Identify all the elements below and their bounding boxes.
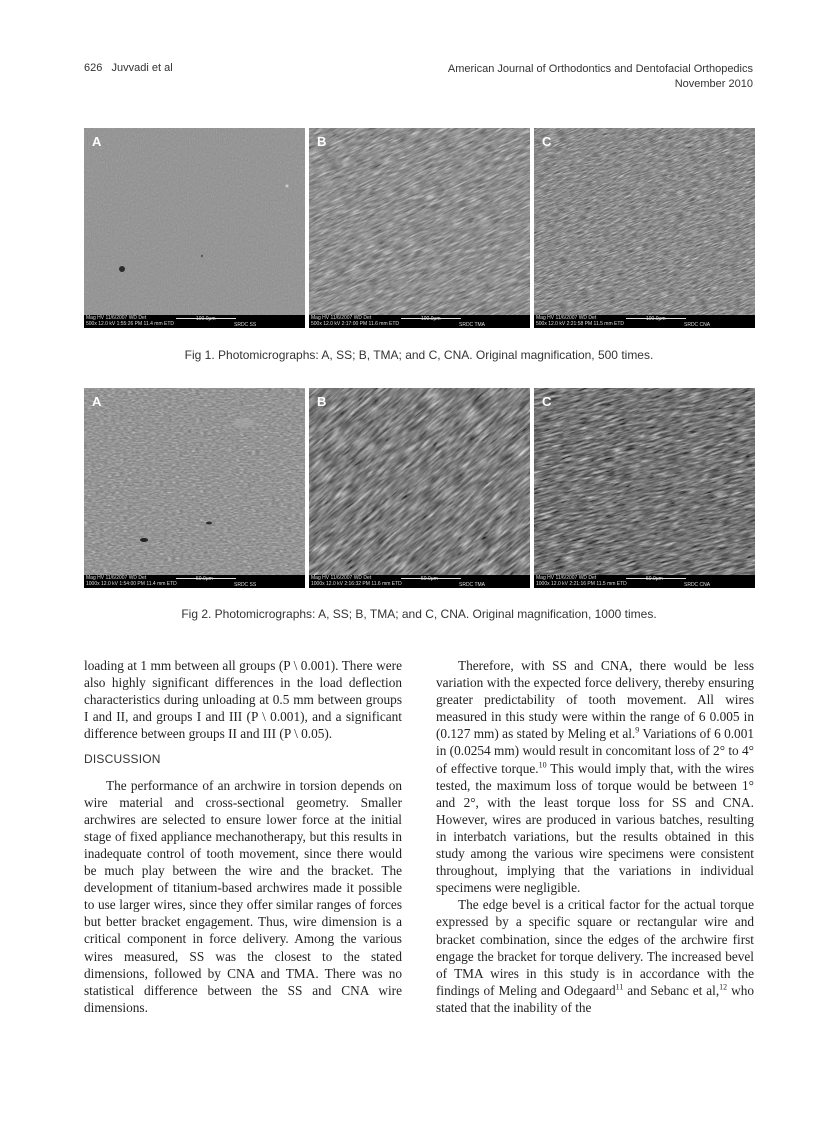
reference-10[interactable]: 10 bbox=[538, 760, 547, 770]
scale-label: 100.0μm bbox=[421, 316, 441, 322]
paragraph-text: The edge bevel is a critical factor for the actual torque expressed by a specific square or rectangular wire and bracket combination, since the edges of the archwire first engage the bracket for torque delivery. The increased bevel of TMA wires in this study is in accordance with the findings of Meling and Odegaard bbox=[436, 897, 754, 998]
micrograph-image bbox=[84, 128, 305, 315]
results-paragraph: loading at 1 mm between all groups (P \ 0.001). There were also highly significant differences in the load deflection characteristics during unloading at 0.5 mm between groups I and II, and groups I and III (P \ 0.001), and a significant difference between groups II and III (P \ 0.05). bbox=[84, 658, 402, 742]
sem-databar bbox=[309, 315, 530, 328]
figure-1-caption: Fig 1. Photomicrographs: A, SS; B, TMA; and C, CNA. Original magnification, 500 times. bbox=[184, 348, 654, 362]
reference-12[interactable]: 12 bbox=[719, 982, 728, 992]
sem-databar bbox=[534, 575, 755, 588]
micrograph-image bbox=[309, 388, 530, 575]
sample-label: SRDC TMA bbox=[459, 322, 486, 328]
sample-label: SRDC CNA bbox=[684, 582, 711, 588]
section-heading: DISCUSSION bbox=[84, 752, 161, 767]
figure-1-panel-a bbox=[84, 128, 305, 328]
sem-info-values: 1000x 12.0 kV 2:16:32 PM 11.6 mm ETD bbox=[311, 581, 402, 587]
sem-info: Mag HV 11/6/2007 WD Det bbox=[86, 575, 147, 581]
sem-info: Mag HV 11/6/2007 WD Det bbox=[311, 575, 372, 581]
sem-info: Mag HV 11/6/2007 WD Det bbox=[311, 315, 372, 321]
micrograph-image bbox=[84, 388, 305, 575]
sem-info-values: 500x 12.0 kV 2:17:00 PM 11.6 mm ETD bbox=[311, 321, 400, 327]
paragraph-text: Variations of 6 0.001 in (0.0254 mm) would result in concomitant loss of 2° to 4° of effective torque. bbox=[436, 726, 754, 776]
paragraph-text: Therefore, with SS and CNA, there would be less variation with the expected force delivery, thereby ensuring greater predictability of tooth movement. All wires measured in this study were within the range of 6 0.005 in (0.127 mm) as stated by Meling et al. bbox=[436, 658, 754, 742]
reference-11[interactable]: 11 bbox=[615, 982, 624, 992]
page-number: 626 bbox=[84, 62, 103, 74]
paragraph-text: who stated that the inability of the bbox=[436, 982, 754, 1015]
discussion-paragraph-2 bbox=[436, 657, 754, 896]
sem-databar bbox=[84, 575, 305, 588]
scale-label: 50.0μm bbox=[196, 576, 213, 582]
sem-info-values: 1000x 12.0 kV 1:54:00 PM 11.4 mm ETD bbox=[86, 581, 177, 587]
header-right bbox=[448, 62, 753, 92]
figure-2-panel-a bbox=[84, 388, 305, 588]
right-column bbox=[436, 657, 754, 1016]
sem-info-values: 1000x 12.0 kV 2:21:16 PM 11.5 mm ETD bbox=[536, 581, 627, 587]
sem-info: Mag HV 11/6/2007 WD Det bbox=[86, 315, 147, 321]
sample-label: SRDC TMA bbox=[459, 582, 486, 588]
discussion-paragraph-1: The performance of an archwire in torsion depends on wire material and cross-sectional geometry. Smaller archwires are selected to ensure lower force at the initial stage of fixed appliance mechanotherapy, but this results in inadequate control of tooth movement, since there would be much play between the wire and the bracket. The development of titanium-based archwires made it possible to use larger wires, since they offer similar ranges of forces but better bracket engagement. Thus, wire dimension is a critical component in force delivery. Among the various wires measured, SS was the closest to the stated dimensions, followed by CNA and TMA. There was no statistical difference between the SS and CNA wire dimensions. bbox=[84, 777, 402, 1015]
header-authors: Juvvadi et al bbox=[111, 62, 173, 74]
sample-label: SRDC SS bbox=[234, 322, 257, 328]
figure-1-panel-c bbox=[534, 128, 755, 328]
panel-letter: A bbox=[92, 394, 102, 409]
figure-2-panel-c bbox=[534, 388, 755, 588]
scale-label: 100.0μm bbox=[196, 316, 216, 322]
issue-date: November 2010 bbox=[674, 78, 753, 90]
sem-databar bbox=[534, 315, 755, 328]
micrograph-image bbox=[534, 388, 755, 575]
scale-label: 50.0μm bbox=[421, 576, 438, 582]
panel-letter: C bbox=[542, 394, 552, 409]
figure-1-panel-b bbox=[309, 128, 530, 328]
sem-info-values: 500x 12.0 kV 1:55:26 PM 11.4 mm ETD bbox=[86, 321, 175, 327]
panel-letter: B bbox=[317, 134, 327, 149]
panel-letter: B bbox=[317, 394, 327, 409]
sem-info-values: 500x 12.0 kV 2:21:58 PM 11.5 mm ETD bbox=[536, 321, 625, 327]
panel-letter: A bbox=[92, 134, 102, 149]
micrograph-image bbox=[534, 128, 755, 315]
figure-2-caption: Fig 2. Photomicrographs: A, SS; B, TMA; and C, CNA. Original magnification, 1000 times. bbox=[181, 607, 657, 621]
scale-label: 100.0μm bbox=[646, 316, 666, 322]
left-column bbox=[84, 657, 402, 1016]
sem-databar bbox=[84, 315, 305, 328]
figure-1 bbox=[84, 128, 755, 328]
micrograph-image bbox=[309, 128, 530, 315]
reference-9[interactable]: 9 bbox=[635, 725, 640, 735]
paragraph-text: and Sebanc et al, bbox=[623, 982, 720, 998]
panel-letter: C bbox=[542, 134, 552, 149]
sem-databar bbox=[309, 575, 530, 588]
figure-2-panel-b bbox=[309, 388, 530, 588]
figure-2 bbox=[84, 388, 755, 588]
header-left bbox=[84, 62, 173, 74]
journal-title: American Journal of Orthodontics and Dentofacial Orthopedics bbox=[447, 63, 753, 75]
paragraph-text: This would imply that, with the wires tested, the maximum loss of torque would be between 1° and 2°, with the least torque loss for SS and CNA. However, wires are produced in various batches, resulting in interbatch variations, but the results obtained in this study among the various wire specimens were consistent throughout, implying that the variations in individual specimens were negligible. bbox=[436, 760, 754, 896]
sem-info: Mag HV 11/6/2007 WD Det bbox=[536, 315, 597, 321]
sem-info: Mag HV 11/6/2007 WD Det bbox=[536, 575, 597, 581]
sample-label: SRDC CNA bbox=[684, 322, 711, 328]
scale-label: 50.0μm bbox=[646, 576, 663, 582]
discussion-paragraph-3 bbox=[436, 896, 754, 1016]
sample-label: SRDC SS bbox=[234, 582, 257, 588]
